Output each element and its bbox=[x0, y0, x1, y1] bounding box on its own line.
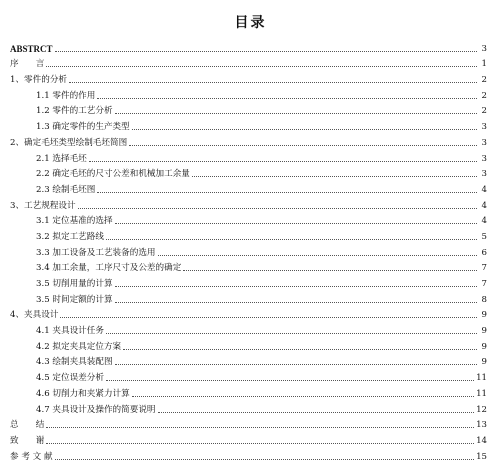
dot-leader bbox=[55, 50, 477, 52]
toc-entry-label: 3.2 拟定工艺路线 bbox=[36, 231, 104, 242]
dot-leader bbox=[106, 238, 477, 240]
toc-entry[interactable] bbox=[10, 258, 487, 274]
toc-entry-label: 致 谢 bbox=[10, 435, 45, 446]
toc-entry-label: 4.5 定位误差分析 bbox=[36, 373, 104, 384]
toc-entry-page-number: 9 bbox=[481, 326, 487, 337]
toc-entry-label: 4.3 绘制夹具装配图 bbox=[36, 357, 113, 368]
toc-entry-label: 1、零件的分析 bbox=[10, 75, 68, 86]
dot-leader bbox=[55, 458, 474, 460]
toc-entry-page-number: 9 bbox=[481, 357, 487, 368]
dot-leader bbox=[106, 379, 474, 381]
toc-entry-page-number: 6 bbox=[481, 247, 487, 258]
toc-entry[interactable] bbox=[10, 226, 487, 242]
toc-entry-page-number: 4 bbox=[481, 216, 487, 227]
toc-entry[interactable] bbox=[10, 85, 487, 101]
toc-entry-label: 总 结 bbox=[10, 420, 45, 431]
toc-entry-label: 4.2 拟定夹具定位方案 bbox=[36, 341, 122, 352]
toc-entry[interactable] bbox=[10, 336, 487, 352]
toc-entry-label: 4、夹具设计 bbox=[10, 310, 59, 321]
toc-entry[interactable] bbox=[10, 116, 487, 132]
toc-entry-label: 2.3 绘制毛坯图 bbox=[36, 184, 96, 195]
toc-entry[interactable] bbox=[10, 164, 487, 180]
toc-entry-page-number: 9 bbox=[481, 341, 487, 352]
toc-entry[interactable] bbox=[10, 211, 487, 227]
toc-entry[interactable] bbox=[10, 383, 487, 399]
toc-entry-page-number: 11 bbox=[476, 388, 487, 399]
toc-entry[interactable] bbox=[10, 352, 487, 368]
toc-entry[interactable] bbox=[10, 101, 487, 117]
dot-leader bbox=[115, 363, 477, 365]
toc-entry-page-number: 7 bbox=[481, 263, 487, 274]
toc-entry[interactable] bbox=[10, 305, 487, 321]
toc-entry-label: ABSTRCT bbox=[10, 43, 53, 54]
dot-leader bbox=[60, 316, 477, 318]
toc-entry[interactable] bbox=[10, 148, 487, 164]
toc-entry-label: 2.2 确定毛坯的尺寸公差和机械加工余量 bbox=[36, 169, 190, 180]
dot-leader bbox=[132, 128, 477, 130]
dot-leader bbox=[123, 348, 477, 350]
dot-leader bbox=[132, 395, 474, 397]
toc-entry-label: 3.1 定位基准的选择 bbox=[36, 216, 113, 227]
toc-entry[interactable] bbox=[10, 320, 487, 336]
dot-leader bbox=[89, 160, 477, 162]
toc-entry[interactable] bbox=[10, 69, 487, 85]
dot-leader bbox=[115, 112, 477, 114]
toc-entry-label: 1.3 确定零件的生产类型 bbox=[36, 122, 130, 133]
dot-leader bbox=[183, 269, 477, 271]
toc-entry[interactable] bbox=[10, 289, 487, 305]
dot-leader bbox=[115, 301, 477, 303]
page-title: 目录 bbox=[234, 15, 267, 31]
toc-entry-page-number: 9 bbox=[481, 310, 487, 321]
dot-leader bbox=[106, 332, 477, 334]
toc-entry-page-number: 13 bbox=[476, 420, 487, 431]
dot-leader bbox=[97, 191, 477, 193]
toc-entry-page-number: 7 bbox=[481, 279, 487, 289]
toc-entry-page-number: 15 bbox=[476, 451, 487, 462]
toc-entry-page-number: 2 bbox=[481, 90, 487, 101]
toc-entry-page-number: 12 bbox=[476, 404, 487, 415]
toc-entry-label: 序 言 bbox=[10, 59, 45, 70]
toc-entry-page-number: 11 bbox=[476, 373, 487, 384]
dot-leader bbox=[69, 81, 477, 83]
toc-entry-label: 3.5 切削用量的计算 bbox=[36, 279, 113, 289]
toc-entry[interactable] bbox=[10, 446, 487, 462]
toc-entry-label: 参 考 文 献 bbox=[10, 451, 53, 462]
dot-leader bbox=[129, 144, 477, 146]
toc-entry-page-number: 14 bbox=[476, 435, 487, 446]
dot-leader bbox=[46, 426, 474, 428]
dot-leader bbox=[115, 285, 477, 287]
toc-entry[interactable] bbox=[10, 195, 487, 211]
toc-entry-label: 3.5 时间定额的计算 bbox=[36, 294, 113, 305]
toc-entry-page-number: 8 bbox=[481, 294, 487, 305]
dot-leader bbox=[46, 65, 477, 67]
toc-entry-page-number: 2 bbox=[481, 75, 487, 86]
dot-leader bbox=[158, 411, 475, 413]
toc-entry-label: 4.6 切削力和夹紧力计算 bbox=[36, 388, 130, 399]
toc-entry-page-number: 5 bbox=[481, 231, 487, 242]
toc-entry-label: 4.7 夹具设计及操作的简要说明 bbox=[36, 404, 156, 415]
toc-entry-label: 3、工艺规程设计 bbox=[10, 200, 76, 211]
toc-entry[interactable] bbox=[10, 367, 487, 383]
toc-entry[interactable] bbox=[10, 132, 487, 148]
dot-leader bbox=[78, 207, 477, 209]
toc-entry[interactable] bbox=[10, 415, 487, 431]
toc-entry[interactable] bbox=[10, 179, 487, 195]
toc-entry-label: 2、确定毛坯类型绘制毛坯简图 bbox=[10, 137, 128, 148]
dot-leader bbox=[158, 254, 477, 256]
toc-entry[interactable] bbox=[10, 430, 487, 446]
toc-entry[interactable] bbox=[10, 399, 487, 415]
toc-entry-label: 1.2 零件的工艺分析 bbox=[36, 106, 113, 117]
toc-entry[interactable] bbox=[10, 38, 487, 54]
toc-entry-label: 4.1 夹具设计任务 bbox=[36, 326, 104, 337]
toc-entry[interactable] bbox=[10, 242, 487, 258]
dot-leader bbox=[192, 175, 477, 177]
toc-entry-page-number: 3 bbox=[481, 43, 487, 54]
toc-entry[interactable] bbox=[10, 54, 487, 70]
toc-entry-page-number: 3 bbox=[481, 169, 487, 180]
toc-entry-label: 3.3 加工设备及工艺装备的选用 bbox=[36, 247, 156, 258]
toc-entry-page-number: 2 bbox=[481, 106, 487, 117]
toc-entry-label: 1.1 零件的作用 bbox=[36, 90, 96, 101]
toc-entry-page-number: 4 bbox=[481, 200, 487, 211]
dot-leader bbox=[46, 442, 474, 444]
toc-entry[interactable] bbox=[10, 273, 487, 289]
dot-leader bbox=[115, 222, 477, 224]
toc-entry-label: 3.4 加工余量，工序尺寸及公差的确定 bbox=[36, 263, 182, 274]
table-of-contents bbox=[10, 38, 487, 462]
toc-entry-page-number: 3 bbox=[481, 137, 487, 148]
dot-leader bbox=[97, 97, 477, 99]
toc-entry-page-number: 3 bbox=[481, 122, 487, 133]
toc-entry-page-number: 1 bbox=[481, 59, 487, 70]
toc-entry-label: 2.1 选择毛坯 bbox=[36, 153, 87, 164]
toc-entry-page-number: 3 bbox=[481, 153, 487, 164]
toc-entry-page-number: 4 bbox=[481, 184, 487, 195]
